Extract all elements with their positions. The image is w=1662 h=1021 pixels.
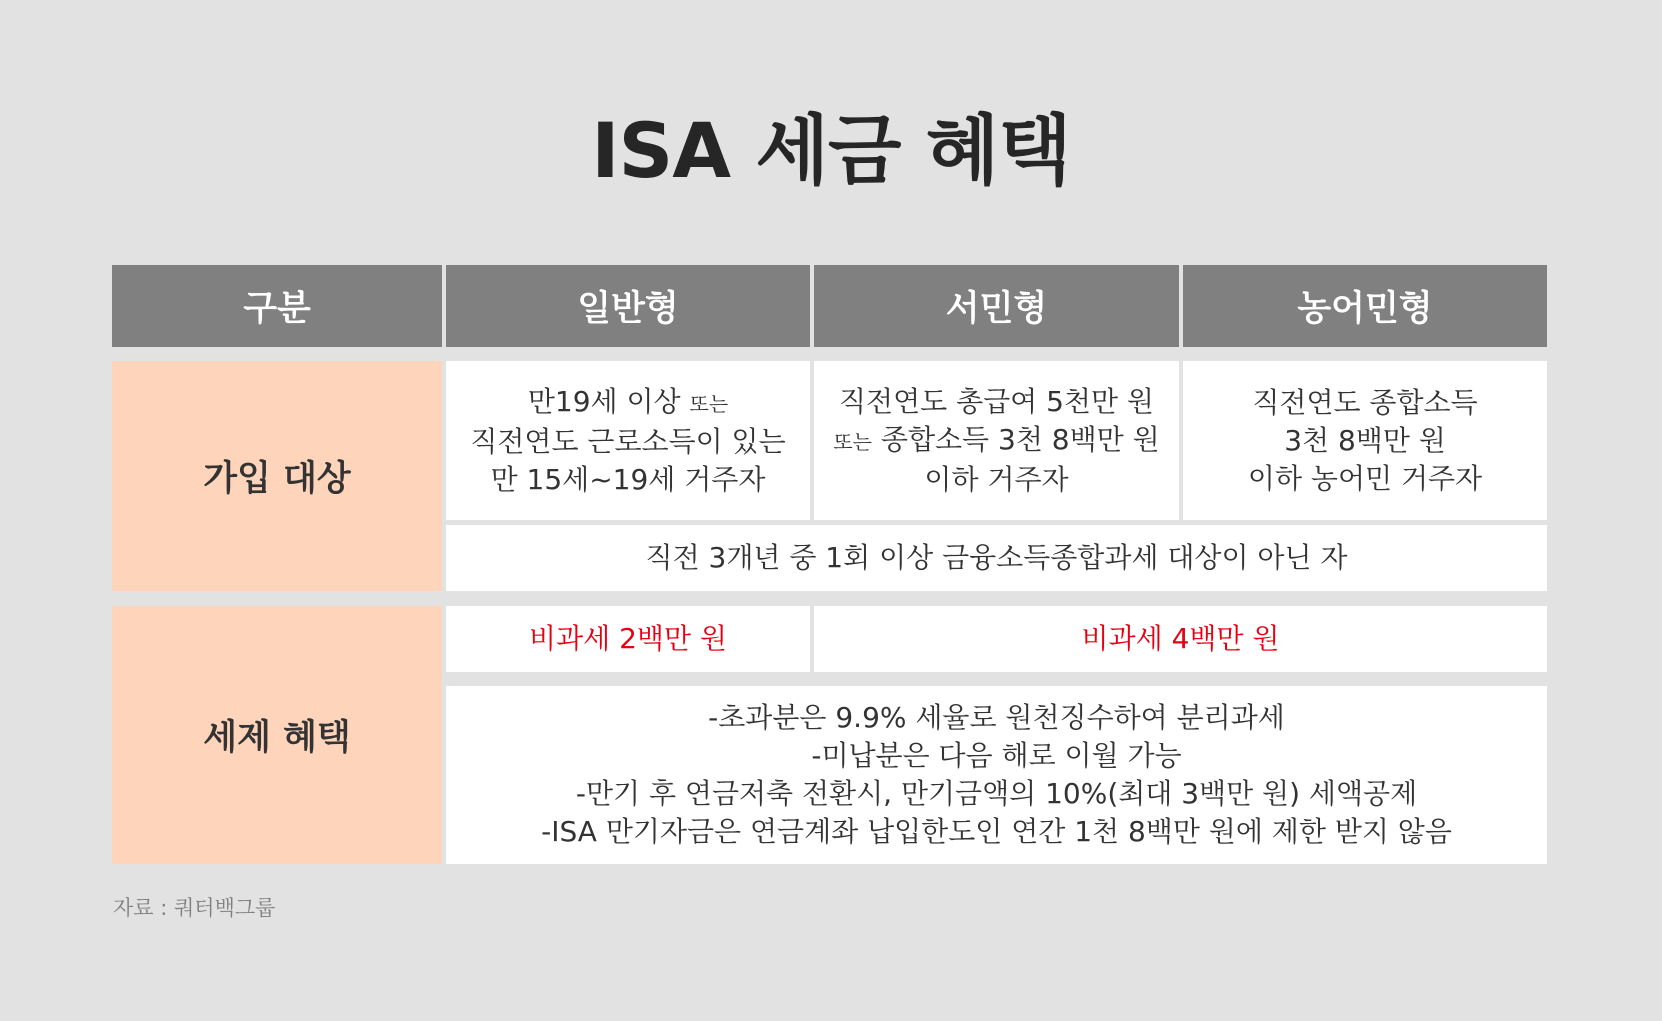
eligibility-general-line2: 직전연도 근로소득이 있는 [470, 424, 786, 458]
header-general [446, 265, 810, 347]
tax-benefit-label: 세제 혜택 [203, 718, 351, 758]
eligibility-general-line3: 만 15세~19세 거주자 [490, 462, 766, 496]
tax-free-other-cell [814, 606, 1547, 672]
eligibility-low-income-or: 또는 [833, 429, 872, 454]
tax-benefit-detail-line: -ISA 만기자금은 연금계좌 납입한도인 연간 1천 8백만 원에 제한 받지 않음 [541, 815, 1452, 848]
tax-free-general-text: 비과세 2백만 원 [529, 622, 727, 655]
eligibility-low-income-line2: 종합소득 3천 8백만 원 [880, 422, 1160, 456]
tax-benefit-detail-line: -미납분은 다음 해로 이월 가능 [811, 739, 1182, 772]
tax-benefit-label-cell [112, 606, 442, 864]
tax-free-other-text: 비과세 4백만 원 [1081, 622, 1280, 655]
header-general-label: 일반형 [577, 289, 679, 329]
eligibility-low-income-cell [814, 361, 1179, 520]
eligibility-general-cell [446, 361, 810, 520]
tax-free-general-cell [446, 606, 810, 672]
eligibility-general-or: 또는 [689, 391, 729, 416]
header-farmer [1183, 265, 1547, 347]
tax-benefit-detail-line: -만기 후 연금저축 전환시, 만기금액의 10%(최대 3백만 원) 세액공제 [575, 777, 1418, 810]
eligibility-low-income-line1: 직전연도 총급여 5천만 원 [838, 384, 1154, 418]
eligibility-farmer-line2: 3천 8백만 원 [1284, 423, 1446, 457]
header-category [112, 265, 442, 347]
eligibility-common-text: 직전 3개년 중 1회 이상 금융소득종합과세 대상이 아닌 자 [645, 541, 1348, 574]
tax-benefit-details-cell [446, 686, 1547, 864]
eligibility-farmer-cell [1183, 361, 1547, 520]
header-category-label: 구분 [243, 289, 311, 329]
header-farmer-label: 농어민형 [1297, 289, 1433, 329]
eligibility-low-income-line3: 이하 거주자 [924, 462, 1069, 496]
eligibility-farmer-line3: 이하 농어민 거주자 [1247, 461, 1483, 495]
eligibility-label: 가입 대상 [203, 459, 351, 499]
eligibility-general-line1: 만19세 이상 [527, 384, 681, 418]
header-low-income-label: 서민형 [945, 289, 1048, 329]
header-low-income [814, 265, 1179, 347]
page-title: ISA 세금 혜택 [591, 106, 1071, 195]
eligibility-label-cell [112, 361, 442, 591]
tax-benefit-detail-line: -초과분은 9.9% 세율로 원천징수하여 분리과세 [708, 701, 1285, 734]
source-note: 자료 : 쿼터백그룹 [113, 896, 276, 920]
eligibility-common-cell [446, 525, 1547, 591]
eligibility-farmer-line1: 직전연도 종합소득 [1252, 385, 1478, 419]
